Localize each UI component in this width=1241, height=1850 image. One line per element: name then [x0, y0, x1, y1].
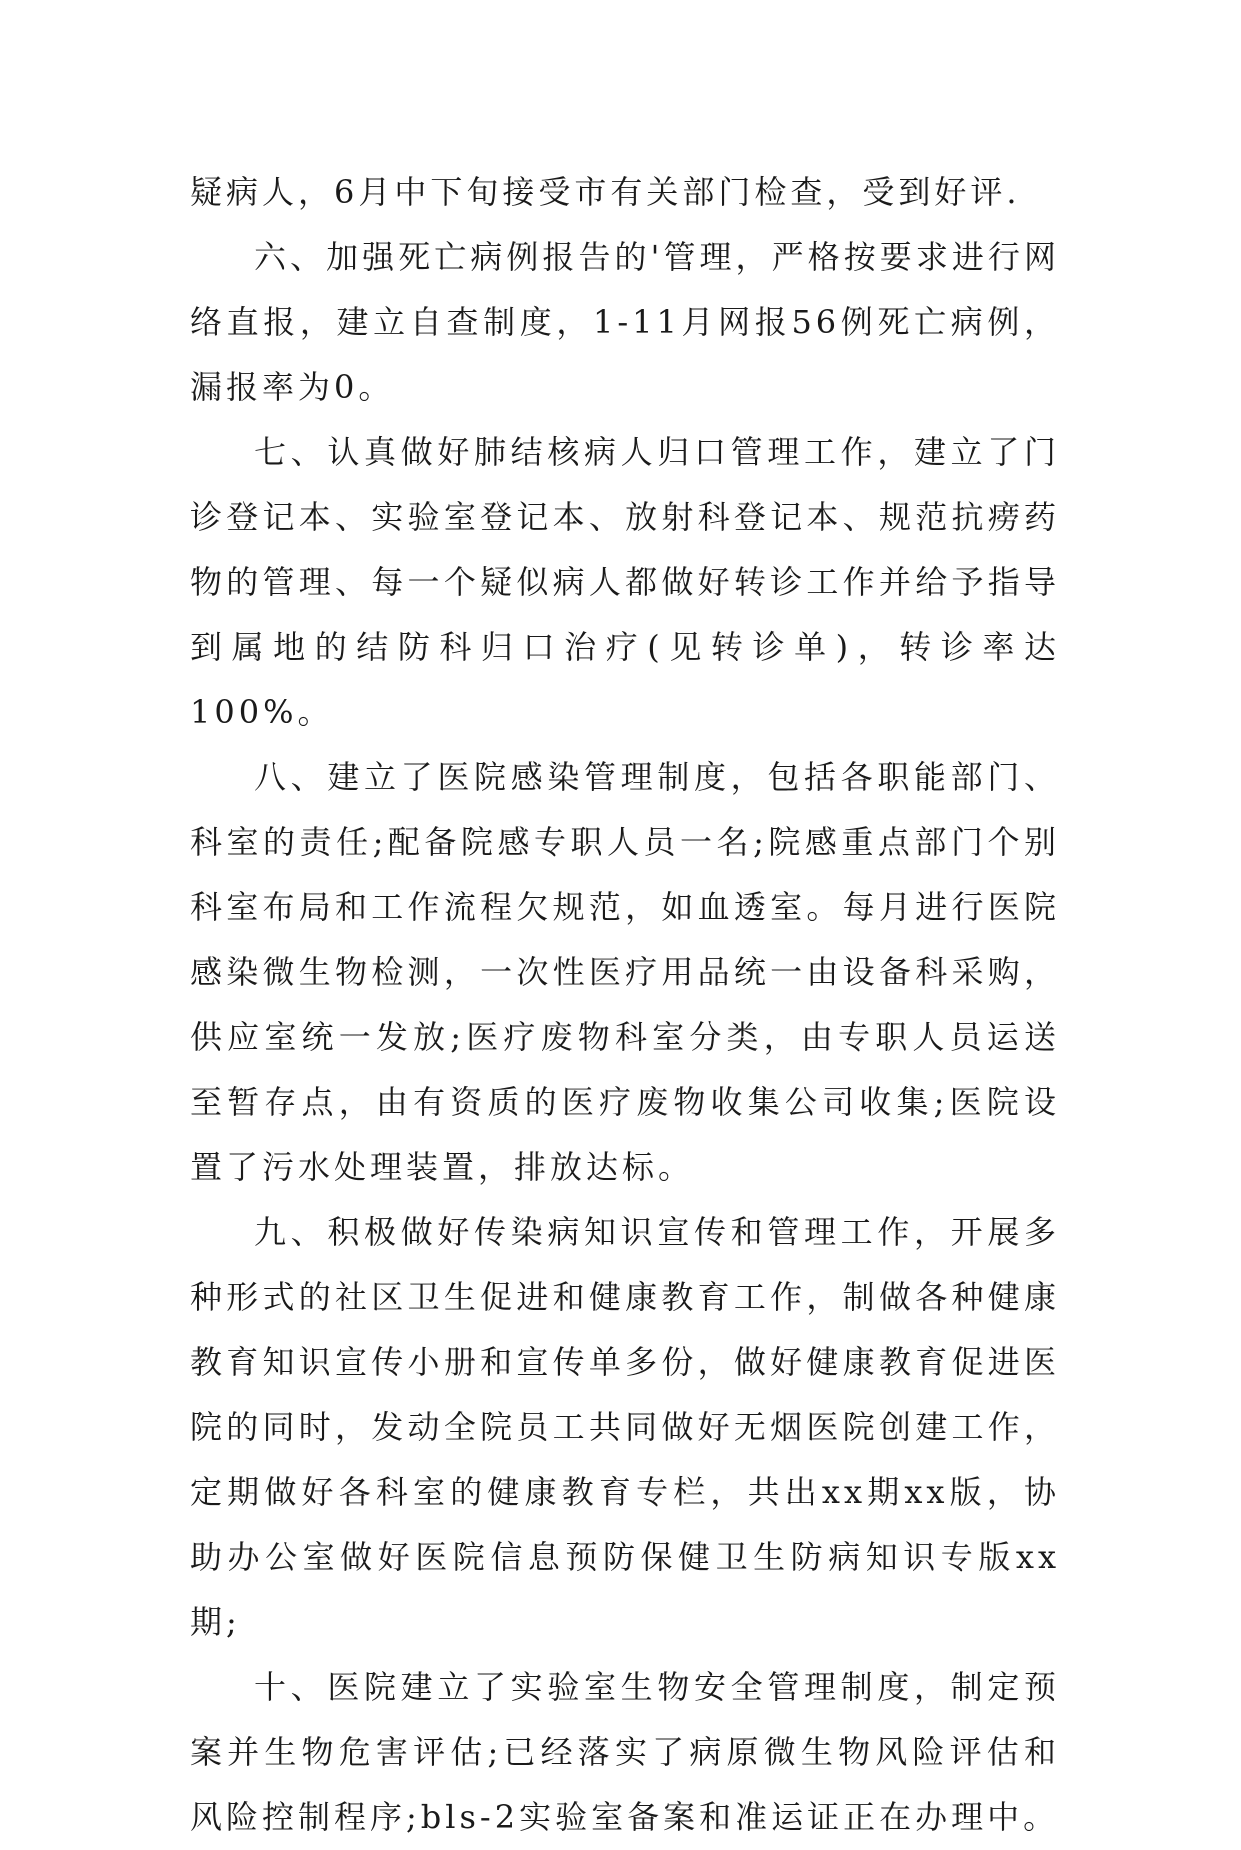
paragraph-six: 六、加强死亡病例报告的'管理，严格按要求进行网络直报，建立自查制度，1-11月网报56例死亡病例，漏报率为0。: [190, 238, 1060, 406]
paragraph-nine: 九、积极做好传染病知识宣传和管理工作，开展多种形式的社区卫生促进和健康教育工作，制做各种健康教育知识宣传小册和宣传单多份，做好健康教育促进医院的同时，发动全院员工共同做好无烟医院创建工作，定期做好各科室的健康教育专栏，共出xx期xx版，协助办公室做好医院信息预防保健卫生防病知识专版xx期;: [190, 1213, 1060, 1641]
paragraph-continuation: 疑病人，6月中下旬接受市有关部门检查，受到好评.: [190, 173, 1021, 211]
paragraph-seven: 七、认真做好肺结核病人归口管理工作，建立了门诊登记本、实验室登记本、放射科登记本、规范抗痨药物的管理、每一个疑似病人都做好转诊工作并给予指导到属地的结防科归口治疗(见转诊单)，转诊率达100%。: [190, 433, 1060, 731]
paragraph-ten: 十、医院建立了实验室生物安全管理制度，制定预案并生物危害评估;已经落实了病原微生物风险评估和风险控制程序;bls-2实验室备案和准运证正在办理中。: [190, 1668, 1060, 1836]
paragraph-eight: 八、建立了医院感染管理制度，包括各职能部门、科室的责任;配备院感专职人员一名;院感重点部门个别科室布局和工作流程欠规范，如血透室。每月进行医院感染微生物检测，一次性医疗用品统一由设备科采购，供应室统一发放;医疗废物科室分类，由专职人员运送至暂存点，由有资质的医疗废物收集公司收集;医院设置了污水处理装置，排放达标。: [190, 758, 1060, 1186]
document-body: [190, 160, 1060, 1850]
